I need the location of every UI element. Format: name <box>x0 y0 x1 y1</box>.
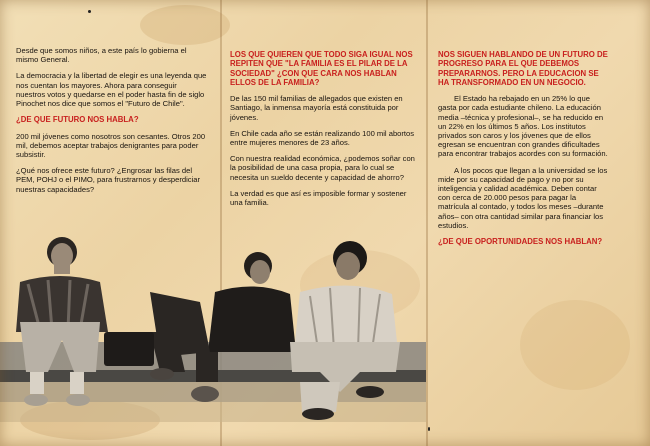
column-left <box>16 46 208 201</box>
education-heading: NOS SIGUEN HABLANDO DE UN FUTURO DE PROGRESO PARA EL QUE DEBEMOS PREPARARNOS. PERO LA EDUCACION SE HA TRANSFORMADO EN UN NEGOCIO. <box>438 50 608 87</box>
opportunities-heading: ¿DE QUE OPORTUNIDADES NOS HABLAN? <box>438 237 603 247</box>
democracy-paragraph: La democracia y la libertad de elegir es una leyenda que nos cuentan los mayores. Ahora para conseguir nuestros votos y quedarse en el poder hasta fin de siglo Pinochet nos dice que somos el "Futuro de Chile". <box>16 71 207 109</box>
paper-stain <box>520 300 630 390</box>
future-question-paragraph: ¿Qué nos ofrece este futuro? ¿Engrosar las filas del PEM, POHJ o el PIMO, para frustrarnos y desperdiciar nuestras capacidades? <box>16 166 201 194</box>
column-middle <box>230 50 418 214</box>
future-heading: ¿DE QUE FUTURO NOS HABLA? <box>16 115 139 125</box>
staple-mark <box>88 10 91 13</box>
photo-illustration <box>0 222 426 422</box>
youth-photograph <box>0 222 426 422</box>
state-funding-paragraph: El Estado ha rebajado en un 25% lo que gasta por cada estudiante chileno. La educación media –técnica y profesional–, se ha reducido en un 22% en los últimos 5 años. Los institutos privados son caros y los jóvenes que de ellos egresan se encuentran con grandes dificultades para encontrar trabajos acordes con su formación. <box>438 94 608 159</box>
truth-paragraph: La verdad es que así es imposible formar y sostener una familia. <box>230 188 407 208</box>
family-heading: LOS QUE QUIEREN QUE TODO SIGA IGUAL NOS REPITEN QUE "LA FAMILIA ES EL PILAR DE LA SOCIEDAD" ¿CON QUE CARA NOS HABLAN ELLOS DE LA FAMILIA? <box>230 50 413 87</box>
staple-mark <box>428 427 430 431</box>
fold-line-right <box>426 0 428 446</box>
unemployment-paragraph: 200 mil jóvenes como nosotros son cesantes. Otros 200 mil, debemos aceptar trabajos denigrantes para poder subsistir. <box>16 131 206 159</box>
families-paragraph: De las 150 mil familias de allegados que existen en Santiago, la inmensa mayoría está constituida por jóvenes. <box>230 94 403 122</box>
bag <box>104 332 154 366</box>
intro-paragraph: Desde que somos niños, a este país lo gobierna el mismo General. <box>16 46 187 65</box>
housing-paragraph: Con nuestra realidad económica, ¿podemos soñar con la posibilidad de una casa propia, para lo cual se necesita un sueldo decente y capacidad de ahorro? <box>230 154 415 182</box>
paper-stain <box>140 5 230 45</box>
abortion-paragraph: En Chile cada año se están realizando 100 mil abortos entre mujeres menores de 23 años. <box>230 128 415 147</box>
column-right <box>438 50 608 253</box>
university-paragraph: A los pocos que llegan a la universidad se los mide por su capacidad de pago y no por su inteligencia y calidad académica. Deben contar con cerca de 20.000 pesos para pagar la matrícula al contado, y todos los meses –durante años– con otra cantidad similar para financiar los estudios. <box>438 165 608 230</box>
